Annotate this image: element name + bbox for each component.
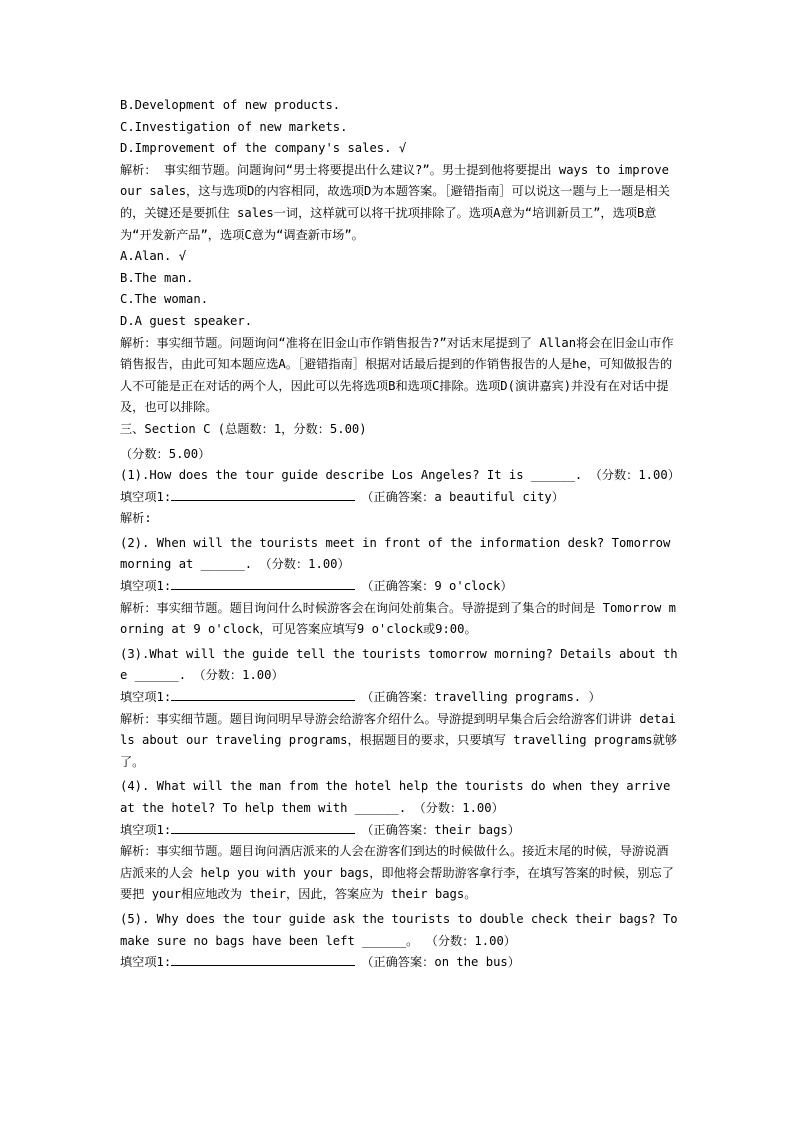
option-b: B.The man. — [120, 270, 194, 285]
fill-item-4 — [120, 820, 678, 842]
answer-blank[interactable] — [171, 688, 355, 701]
fill-item-1 — [120, 487, 678, 509]
fill-label: 填空项1: — [120, 489, 172, 504]
option-d: D.Improvement of the company's sales. √ — [120, 141, 407, 156]
analysis-paragraph: 解析：事实细节题。问题询问“准将在旧金山市作销售报告?”对话末尾提到了 Allan将会在旧金山市作销售报告，由此可知本题应选A。［避错指南］根据对话最后提到的作销售报告的人是he，可知做报告的人不可能是正在对话的两个人，因此可以先将选项B和选项C排除。选项D(演讲嘉宾)并没有在对话中提及，也可以排除。 — [120, 335, 674, 415]
question-4: (4). What will the man from the hotel help the tourists do when they arrive at the hotel? To help them with ______. （分数：1.00） — [120, 779, 671, 815]
section-heading: 三、Section C (总题数：1，分数：5.00) — [120, 421, 367, 436]
fill-label: 填空项1: — [120, 690, 172, 705]
option-c: C.Investigation of new markets. — [120, 119, 348, 134]
answer-blank[interactable] — [171, 821, 355, 834]
analysis-paragraph: 解析：事实细节题。题目询问酒店派来的人会在游客们到达的时候做什么。接近末尾的时候，导游说酒店派来的人会 help you with your bags，即他将会帮助游客拿行李，在填写答案的时候，别忘了要把 your相应地改为 their，因此，答案应为 their bags。 — [120, 844, 674, 902]
fill-item-2 — [120, 576, 678, 598]
answer-blank[interactable] — [171, 953, 355, 966]
analysis-label: 解析: — [120, 511, 152, 526]
question-3: (3).What will the guide tell the tourists tomorrow morning? Details about the ______. （分数：1.00） — [120, 646, 678, 683]
option-c: C.The woman. — [120, 292, 209, 307]
option-b: B.Development of new products. — [120, 98, 341, 112]
option-d: D.A guest speaker. — [120, 313, 253, 328]
analysis-paragraph: 解析：事实细节题。题目询问明早导游会给游客介绍什么。导游提到明早集合后会给游客们讲讲 details about our traveling programs，根据题目的要求，只要填写 travelling programs就够了。 — [120, 711, 678, 769]
fill-label: 填空项1: — [120, 955, 172, 970]
correct-answer: （正确答案：9 o'clock） — [361, 579, 513, 594]
question-5: (5). Why does the tour guide ask the tourists to double check their bags? To make sure no bags have been left ______。 （分数：1.00） — [120, 911, 678, 948]
document-body — [120, 95, 678, 974]
fill-label: 填空项1: — [120, 579, 172, 594]
question-2: (2). When will the tourists meet in front of the information desk? Tomorrow morning at ______. （分数：1.00） — [120, 535, 671, 572]
answer-blank[interactable] — [171, 577, 355, 590]
fill-label: 填空项1: — [120, 822, 172, 837]
analysis-paragraph: 解析： 事实细节题。问题询问“男士将要提出什么建议?”。男士提到他将要提出 ways to improve our sales，这与选项D的内容相同，故选项D为本题答案。［避错指南］可以说这一题与上一题是相关的，关键还是要抓住 sales一词，这样就可以将干扰项排除了。选项A意为“培训新员工”，选项B意为“开发新产品”，选项C意为“调查新市场”。 — [120, 162, 670, 242]
fill-item-3 — [120, 687, 678, 709]
section-score: （分数：5.00） — [120, 446, 211, 461]
analysis-paragraph: 解析：事实细节题。题目询问什么时候游客会在询问处前集合。导游提到了集合的时间是 Tomorrow morning at 9 o'clock，可见答案应填写9 o'clock或9:00。 — [120, 600, 677, 637]
fill-item-5 — [120, 952, 678, 974]
answer-blank[interactable] — [171, 488, 355, 501]
correct-answer: （正确答案：a beautiful city） — [361, 489, 564, 504]
question-1: (1).How does the tour guide describe Los Angeles? It is ______. （分数：1.00） — [120, 468, 680, 483]
option-a: A.Alan. √ — [120, 249, 187, 264]
correct-answer: （正确答案：on the bus） — [361, 955, 520, 970]
correct-answer: （正确答案：their bags） — [361, 822, 520, 837]
correct-answer: （正确答案：travelling programs. ） — [361, 690, 601, 705]
